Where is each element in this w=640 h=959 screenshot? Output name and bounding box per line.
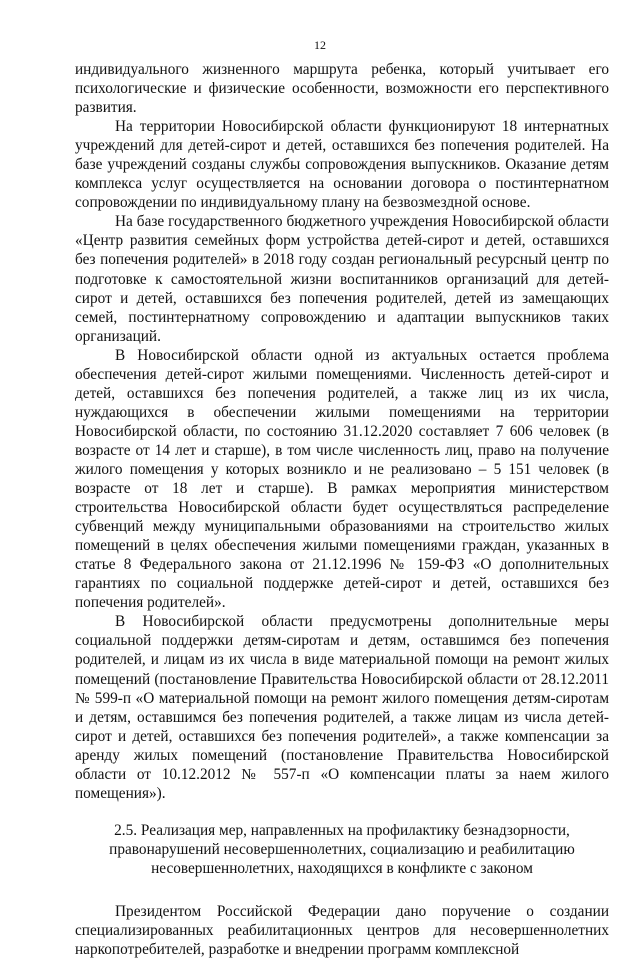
paragraph-resource-center: На базе государственного бюджетного учреждения Новосибирской области «Центр развития семейных форм устройства детей-сирот и детей, оставшихся без попечения родителей» в 2018 году создан региональный ресурсный центр по подготовке к самостоятельной жизни воспитанников организаций для детей-сирот и детей, оставшихся без попечения родителей, детей из замещающих семей, постинтернатному сопровождению и адаптации выпускников таких организаций.	[75, 213, 609, 345]
section-heading	[75, 821, 609, 878]
paragraph-boarding-institutions: На территории Новосибирской области функционируют 18 интернатных учреждений для детей-сирот и детей, оставшихся без попечения родителей. На базе учреждений созданы службы сопровождения выпускников. Оказание детям комплекса услуг осуществляется на основании договора о постинтернатном сопровождении по индивидуальному плану на безвозмездной основе.	[75, 118, 609, 212]
document-body	[75, 60, 609, 959]
paragraph-support-measures: В Новосибирской области предусмотрены дополнительные меры социальной поддержки детям-сиротам и детям, оставшимся без попечения родителей, и лицам из их числа в виде материальной помощи на ремонт жилых помещений (постановление Правительства Новосибирской области от 28.12.2011 № 599-п «О материальной помощи на ремонт жилого помещения детям-сиротам и детям, оставшимся без попечения родителей, а также лицам из числа детей-сирот и детей, оставшихся без попечения родителей», а также компенсации за аренду жилых помещений (постановление Правительства Новосибирской области от 10.12.2012 № 557-п «О компенсации платы за наем жилого помещения»).	[75, 613, 609, 802]
section-heading-line-3: несовершеннолетних, находящихся в конфликте с законом	[151, 859, 533, 877]
page-number: 12	[314, 38, 326, 52]
paragraph-presidential-order: Президентом Российской Федерации дано поручение о создании специализированных реабилитационных центров для несовершеннолетних наркопотребителей, разработке и внедрении программ комплексной	[75, 902, 609, 959]
section-heading-line-2: правонарушений несовершеннолетних, социализацию и реабилитацию	[109, 840, 575, 858]
paragraph-housing: В Новосибирской области одной из актуальных остается проблема обеспечения детей-сирот жилыми помещениями. Численность детей-сирот и детей, оставшихся без попечения родителей, а также лиц из их числа, нуждающихся в обеспечении жилыми помещениями на территории Новосибирской области, по состоянию 31.12.2020 составляет 7 606 человек (в возрасте от 14 лет и старше), в том числе численность лиц, право на получение жилого помещения у которых возникло и не реализовано – 5 151 человек (в возрасте от 18 лет и старше). В рамках мероприятия министерством строительства Новосибирской области будет осуществляться распределение субвенций между муниципальными образованиями на строительство жилых помещений в целях обеспечения жилыми помещениями граждан, указанных в статье 8 Федерального закона от 21.12.1996 № 159-ФЗ «О дополнительных гарантиях по социальной поддержке детей-сирот и детей, оставшихся без попечения родителей».	[75, 346, 609, 612]
section-heading-line-1: 2.5. Реализация мер, направленных на профилактику безнадзорности,	[114, 821, 570, 839]
paragraph-continuation: индивидуального жизненного маршрута ребенка, который учитывает его психологические и физические особенности, возможности его перспективного развития.	[75, 61, 609, 117]
